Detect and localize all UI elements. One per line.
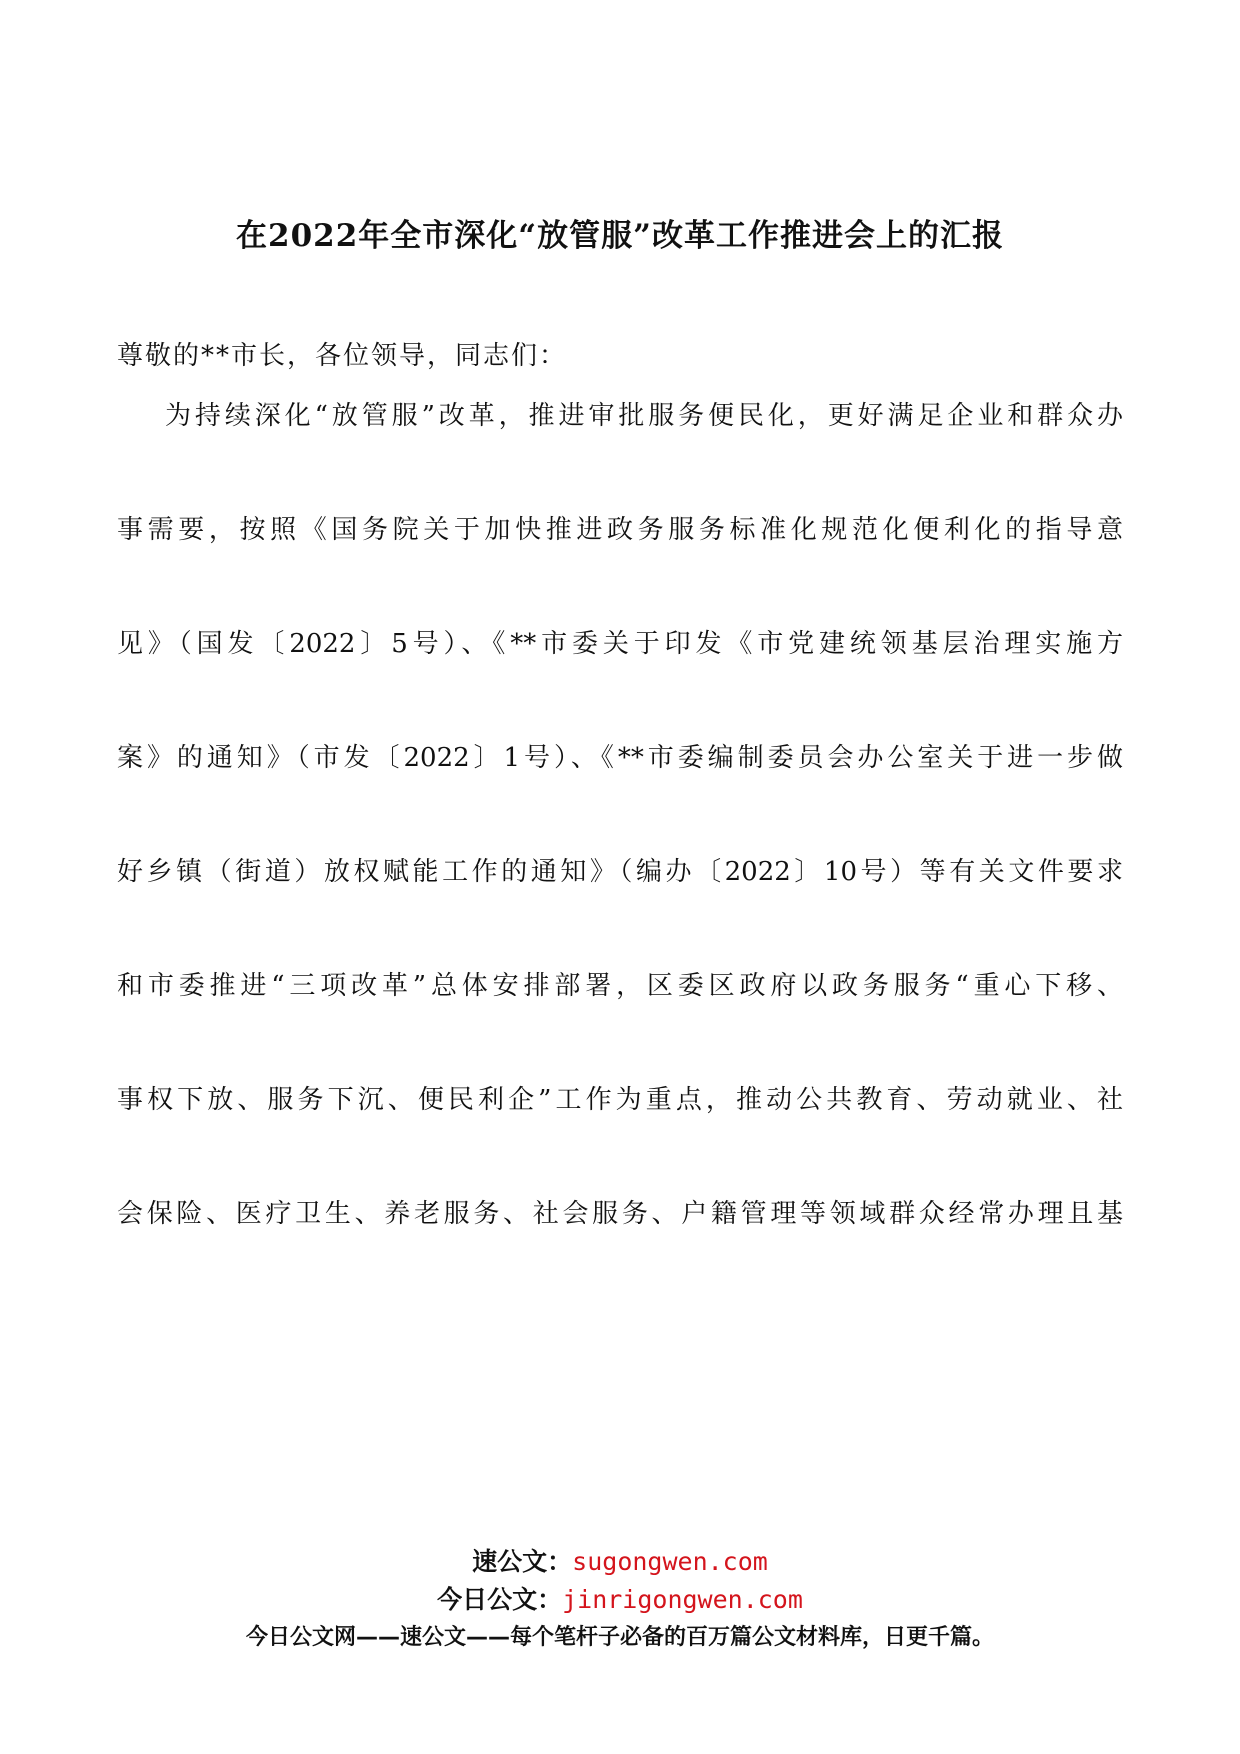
body-line-2: 事需要，按照《国务院关于加快推进政务服务标准化规范化便利化的指导意 xyxy=(117,515,1123,545)
footer-tagline: 今日公文网——速公文——每个笔杆子必备的百万篇公文材料库，日更千篇。 xyxy=(245,1625,994,1650)
footer-site2-label: 今日公文： xyxy=(437,1585,563,1614)
footer-site1-link[interactable]: sugongwen.com xyxy=(572,1547,768,1576)
footer-site-sugongwen xyxy=(0,1542,1240,1578)
body-line-6: 和市委推进“三项改革”总体安排部署，区委区政府以政务服务“重心下移、 xyxy=(117,971,1123,1001)
footer-site-jinrigongwen xyxy=(0,1580,1240,1616)
body-line-3: 见》（国发〔2022〕5号）、《**市委关于印发《市党建统领基层治理实施方 xyxy=(117,629,1123,659)
body-line-7: 事权下放、服务下沉、便民利企”工作为重点，推动公共教育、劳动就业、社 xyxy=(117,1085,1123,1115)
body-line-8: 会保险、医疗卫生、养老服务、社会服务、户籍管理等领域群众经常办理且基 xyxy=(117,1199,1123,1229)
body-line-4: 案》的通知》（市发〔2022〕1号）、《**市委编制委员会办公室关于进一步做 xyxy=(117,743,1123,773)
footer-site2-link[interactable]: jinrigongwen.com xyxy=(562,1585,803,1614)
footer-site1-label: 速公文： xyxy=(472,1547,573,1576)
salutation: 尊敬的**市长，各位领导，同志们： xyxy=(117,341,568,371)
body-line-1: 为持续深化“放管服”改革，推进审批服务便民化，更好满足企业和群众办 xyxy=(165,401,1123,431)
document-title: 在2022年全市深化“放管服”改革工作推进会上的汇报 xyxy=(236,218,1004,254)
body-line-5: 好乡镇（街道）放权赋能工作的通知》（编办〔2022〕10号）等有关文件要求 xyxy=(117,857,1123,887)
